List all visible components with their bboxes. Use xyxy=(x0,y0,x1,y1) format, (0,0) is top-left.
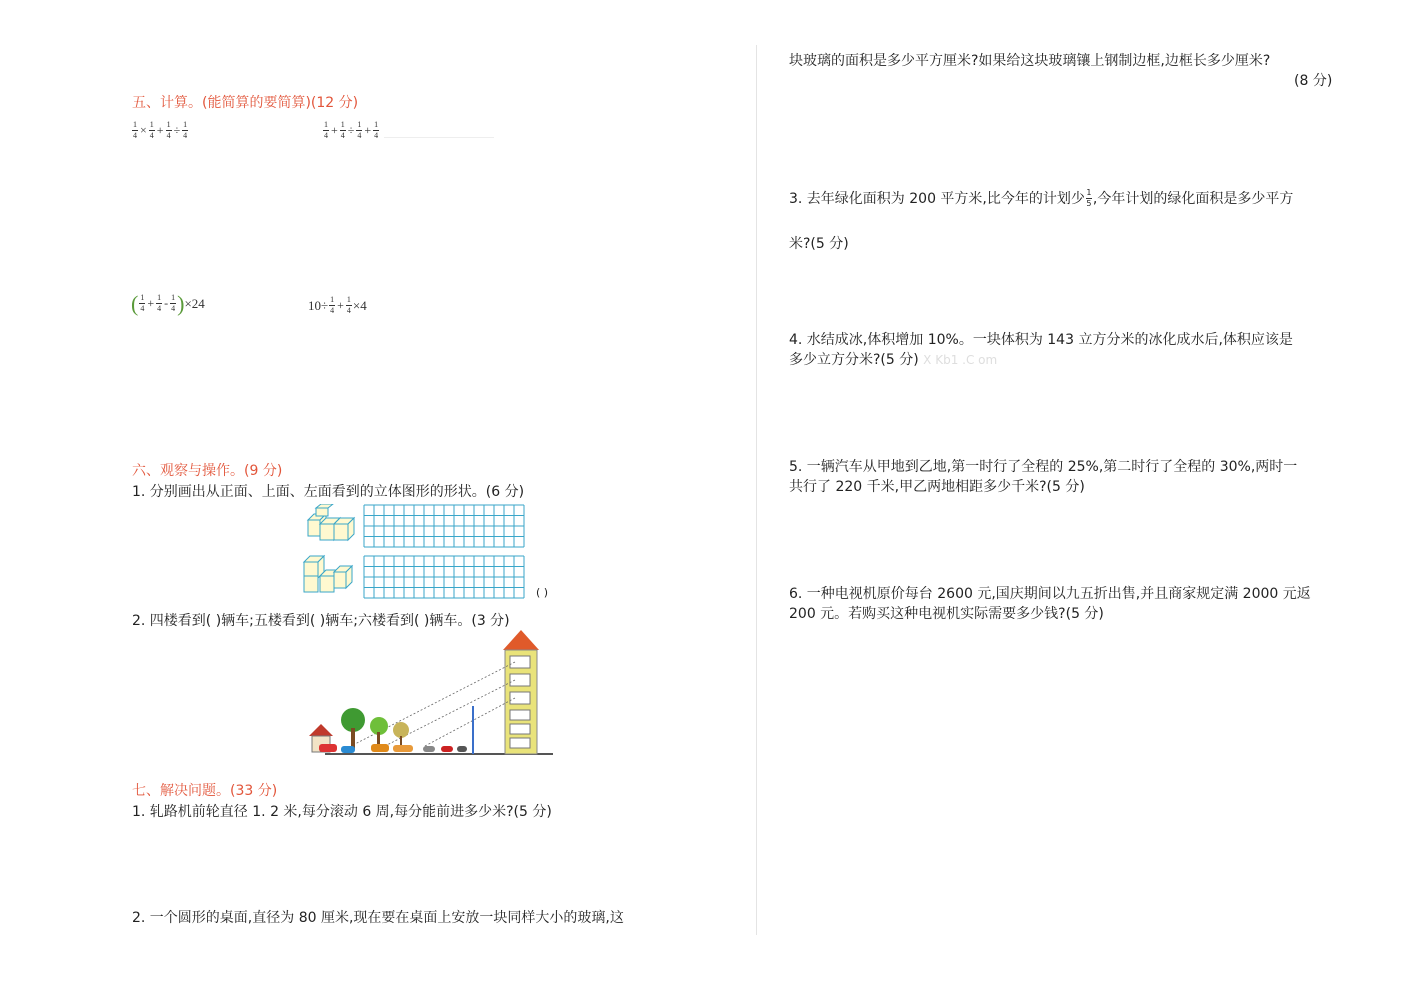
watermark: X Kb1 .C om xyxy=(923,353,998,367)
fraction: $\frac{1}{4}$ xyxy=(324,120,328,140)
fraction: $\frac{1}{4}$ xyxy=(330,295,335,315)
fraction: $\frac{1}{5}$ xyxy=(1086,187,1092,208)
question-7-2-continued: 块玻璃的面积是多少平方厘米?如果给这块玻璃镶上钢制边框,边框长多少厘米? xyxy=(789,53,1271,69)
page-divider xyxy=(756,45,757,935)
question-7-6-line2: 200 元。若购买这种电视机实际需要多少钱?(5 分) xyxy=(789,606,1104,622)
fraction: $\frac{1}{4}$ xyxy=(133,120,137,140)
drawing-grid-1 xyxy=(362,504,528,548)
question-6-2: 2. 四楼看到( )辆车;五楼看到( )辆车;六楼看到( )辆车。(3 分) xyxy=(132,613,510,629)
calc-expression-2: $\frac{1}{4}$ + $\frac{1}{4}$ ÷ $\frac{1}{4}$ + $\frac{1}{4}$ xyxy=(322,121,494,140)
question-7-3: 3. 去年绿化面积为 200 平方米,比今年的计划少 $\frac{1}{5}$ ,今年计划的绿化面积是多少平方 xyxy=(789,187,1294,208)
question-7-2: 2. 一个圆形的桌面,直径为 80 厘米,现在要在桌面上安放一块同样大小的玻璃,这 xyxy=(132,910,624,926)
faint-line xyxy=(384,137,494,138)
question-7-5-line2: 共行了 220 千米,甲乙两地相距多少千米?(5 分) xyxy=(789,479,1085,495)
drawing-grid-2 xyxy=(362,555,528,599)
question-7-6: 6. 一种电视机原价每台 2600 元,国庆期间以九五折出售,并且商家规定满 2000 元返 xyxy=(789,586,1311,602)
question-7-4: 4. 水结成冰,体积增加 10%。一块体积为 143 立方分米的冰化成水后,体积应该是 xyxy=(789,332,1293,348)
fraction: $\frac{1}{4}$ xyxy=(140,293,145,313)
fraction: $\frac{1}{4}$ xyxy=(357,120,362,140)
calc-expression-4: 10÷ $\frac{1}{4}$ + $\frac{1}{4}$ ×4 xyxy=(308,295,367,315)
question-6-1: 1. 分别画出从正面、上面、左面看到的立体图形的形状。(6 分) xyxy=(132,484,525,500)
fraction: $\frac{1}{4}$ xyxy=(149,120,154,140)
section6-title: 六、观察与操作。(9 分) xyxy=(132,463,283,479)
answer-paren: ( ) xyxy=(536,586,549,599)
section5-title: 五、计算。(能简算的要简算)(12 分) xyxy=(132,95,359,111)
question-7-5: 5. 一辆汽车从甲地到乙地,第一时行了全程的 25%,第二时行了全程的 30%,两时一 xyxy=(789,459,1298,475)
tower-street-illustration xyxy=(305,628,555,758)
calc-expression-1: $\frac{1}{4}$ × $\frac{1}{4}$ + $\frac{1}{4}$ ÷ $\frac{1}{4}$ xyxy=(133,120,188,140)
fraction: $\frac{1}{4}$ xyxy=(157,293,162,313)
fraction: $\frac{1}{4}$ xyxy=(340,120,345,140)
calc-expression-3: ( $\frac{1}{4}$ + $\frac{1}{4}$ - $\frac{1}{4}$ ) ×24 xyxy=(131,290,205,316)
fraction: $\frac{1}{4}$ xyxy=(171,293,176,313)
question-7-4-line2: 多少立方分米?(5 分) X Kb1 .C om xyxy=(789,352,998,368)
section7-title: 七、解决问题。(33 分) xyxy=(132,783,278,799)
question-7-2-score: (8 分) xyxy=(1294,73,1333,89)
cube-stack-figure-2 xyxy=(300,552,356,594)
fraction: $\frac{1}{4}$ xyxy=(374,120,379,140)
fraction: $\frac{1}{4}$ xyxy=(183,120,188,140)
fraction: $\frac{1}{4}$ xyxy=(166,120,171,140)
question-7-3-line2: 米?(5 分) xyxy=(789,236,849,252)
fraction: $\frac{1}{4}$ xyxy=(346,295,351,315)
cube-stack-figure-1 xyxy=(302,504,358,546)
question-7-1: 1. 轧路机前轮直径 1. 2 米,每分滚动 6 周,每分能前进多少米?(5 分) xyxy=(132,804,552,820)
